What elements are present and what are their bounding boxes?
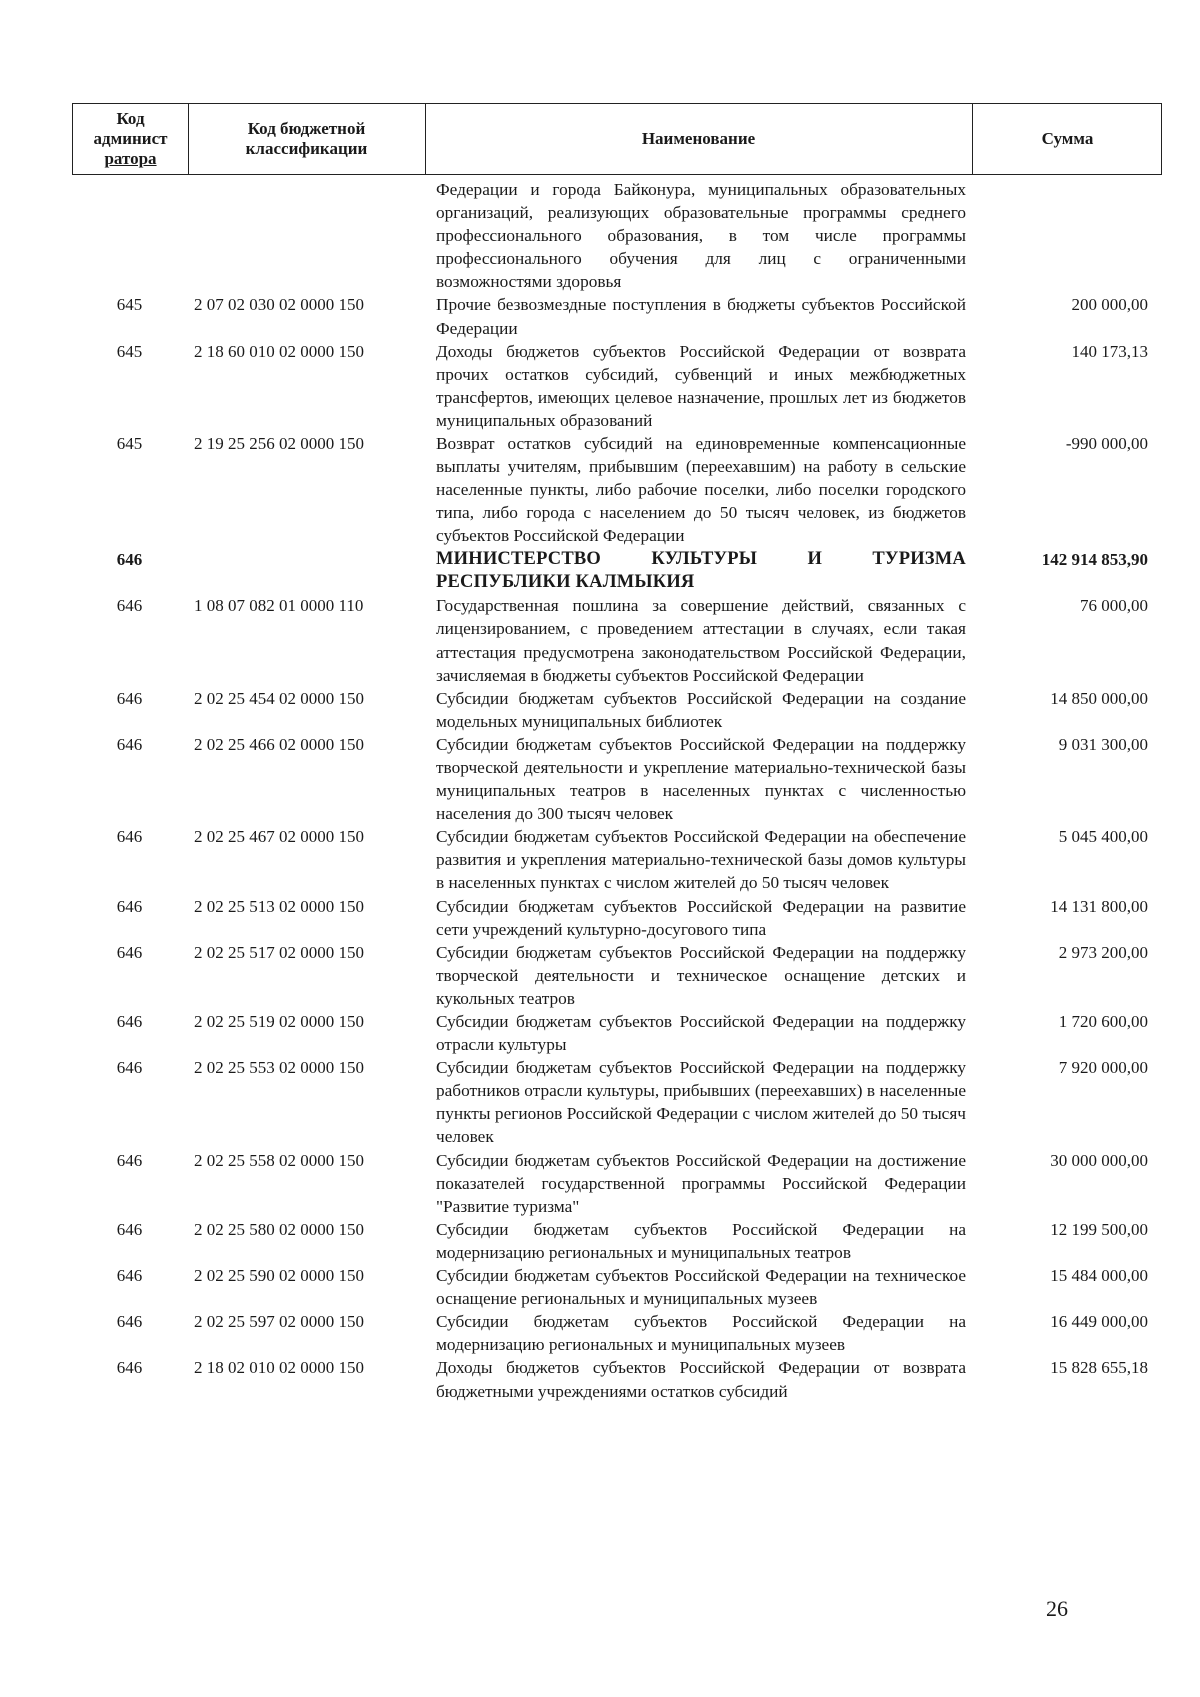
admin-code: 645	[116, 341, 143, 361]
item-name: Субсидии бюджетам субъектов Российской Федерации на развитие сети учреждений культурно-досугового типа	[436, 896, 966, 939]
admin-code: 646	[116, 896, 143, 916]
table-header	[72, 103, 1162, 175]
amount: 15 828 655,18	[1050, 1358, 1148, 1378]
admin-code: 646	[116, 1266, 143, 1286]
header-admin-line: ратора	[104, 149, 157, 168]
header-admin-line: админист	[93, 129, 168, 148]
header-kbk-line: классификации	[245, 139, 368, 158]
amount: -990 000,00	[1065, 434, 1148, 454]
item-name: Возврат остатков субсидий на единовременные компенсационные выплаты учителям, прибывшим (переехавшим) на работу в сельские населенные пункты, либо рабочие поселки, либо поселки городского типа, либо города с населением до 50 тысяч человек, из бюджетов субъектов Российской Федерации	[436, 434, 966, 546]
budget-code: 1 08 07 082 01 0000 110	[194, 596, 364, 616]
table-row	[72, 293, 1162, 339]
admin-code: 646	[116, 827, 143, 847]
item-name: Субсидии бюджетам субъектов Российской Федерации на обеспечение развития и укрепления материально-технической базы домов культуры в населенных пунктах с числом жителей до 50 тысяч человек	[436, 827, 966, 893]
amount: 14 131 800,00	[1050, 896, 1148, 916]
header-sum: Сумма	[1041, 129, 1094, 148]
admin-code: 646	[116, 734, 143, 754]
budget-code: 2 18 02 010 02 0000 150	[194, 1358, 364, 1378]
budget-code: 2 19 25 256 02 0000 150	[194, 434, 364, 454]
admin-code: 646	[116, 1312, 143, 1332]
budget-code: 2 02 25 513 02 0000 150	[194, 896, 364, 916]
table-row	[72, 1264, 1162, 1310]
header-admin-line: Код	[116, 109, 145, 128]
table-row	[72, 941, 1162, 1010]
item-name: Доходы бюджетов субъектов Российской Федерации от возврата прочих остатков субсидий, субвенций и иных межбюджетных трансфертов, имеющих целевое назначение, прошлых лет из бюджетов муниципальных образований	[436, 341, 966, 430]
admin-code: 646	[116, 596, 143, 616]
amount: 76 000,00	[1080, 596, 1148, 616]
item-name: Субсидии бюджетам субъектов Российской Федерации на поддержку творческой деятельности и укрепление материально-технической базы муниципальных театров в населенных пунктах с численностью населения до 300 тысяч человек	[436, 734, 966, 824]
header-budget-code	[188, 104, 425, 174]
table-row	[72, 1056, 1162, 1148]
budget-code: 2 02 25 553 02 0000 150	[194, 1058, 364, 1078]
admin-code: 645	[116, 295, 143, 315]
item-name: Субсидии бюджетам субъектов Российской Федерации на поддержку работников отрасли культуры, прибывших (переехавших) в населенные пункты регионов Российской Федерации с числом жителей до 50 тысяч человек	[436, 1058, 966, 1147]
ministry-total: 142 914 853,90	[1041, 549, 1148, 569]
table-body	[72, 178, 1162, 1403]
table-row	[72, 733, 1162, 825]
amount: 200 000,00	[1071, 295, 1148, 315]
budget-code: 2 02 25 580 02 0000 150	[194, 1219, 364, 1239]
amount: 5 045 400,00	[1058, 827, 1148, 847]
budget-code: 2 02 25 519 02 0000 150	[194, 1012, 364, 1031]
admin-code: 646	[116, 1358, 143, 1378]
amount: 140 173,13	[1071, 341, 1148, 361]
table-row	[72, 1218, 1162, 1264]
amount: 2 973 200,00	[1058, 942, 1148, 962]
amount: 15 484 000,00	[1050, 1266, 1148, 1286]
amount: 1 720 600,00	[1058, 1012, 1148, 1031]
admin-code: 646	[116, 688, 143, 708]
ministry-row	[72, 548, 1162, 595]
budget-code: 2 02 25 467 02 0000 150	[194, 827, 364, 847]
item-name: Субсидии бюджетам субъектов Российской Федерации на модернизацию региональных и муниципальных театров	[436, 1219, 966, 1262]
table-row	[72, 1310, 1162, 1356]
amount: 7 920 000,00	[1058, 1058, 1148, 1078]
table-row	[72, 1010, 1162, 1056]
table-row	[72, 594, 1162, 686]
admin-code: 646	[116, 1150, 143, 1170]
table-row	[72, 1149, 1162, 1218]
item-name: Субсидии бюджетам субъектов Российской Федерации на поддержку творческой деятельности и техническое оснащение детских и кукольных театров	[436, 942, 966, 1008]
header-kbk-line: Код бюджетной	[247, 119, 366, 138]
amount: 30 000 000,00	[1050, 1150, 1148, 1170]
item-name: Субсидии бюджетам субъектов Российской Федерации на достижение показателей государственной программы Российской Федерации "Развитие туризма"	[436, 1150, 966, 1216]
table-row	[72, 825, 1162, 894]
budget-code: 2 02 25 466 02 0000 150	[194, 734, 364, 754]
item-name: Субсидии бюджетам субъектов Российской Федерации на техническое оснащение региональных и муниципальных музеев	[436, 1266, 966, 1309]
item-name: Государственная пошлина за совершение действий, связанных с лицензированием, с проведением аттестации в случаях, если такая аттестация предусмотрена законодательством Российской Федерации, зачисляемая в бюджеты субъектов Российской Федерации	[436, 596, 966, 685]
table-row	[72, 340, 1162, 432]
budget-code: 2 18 60 010 02 0000 150	[194, 341, 364, 361]
budget-code: 2 02 25 590 02 0000 150	[194, 1266, 364, 1286]
admin-code: 646	[116, 1058, 143, 1078]
table-row	[72, 178, 1162, 293]
table-row	[72, 1356, 1162, 1402]
budget-code: 2 02 25 597 02 0000 150	[194, 1312, 364, 1332]
admin-code: 646	[116, 549, 143, 569]
admin-code: 645	[116, 434, 143, 454]
item-name: Субсидии бюджетам субъектов Российской Федерации на поддержку отрасли культуры	[436, 1012, 966, 1055]
admin-code: 646	[116, 1219, 143, 1239]
item-name: Федерации и города Байконура, муниципальных образовательных организаций, реализующих образовательные программы среднего профессионального образования, в том числе программы профессионального обучения для лиц с ограниченными возможностями здоровья	[436, 180, 966, 292]
budget-code: 2 02 25 558 02 0000 150	[194, 1150, 364, 1170]
header-name: Наименование	[641, 129, 756, 148]
table-row	[72, 895, 1162, 941]
item-name: Субсидии бюджетам субъектов Российской Федерации на модернизацию региональных и муниципальных музеев	[436, 1312, 966, 1355]
budget-code: 2 02 25 517 02 0000 150	[194, 942, 364, 962]
table-row	[72, 432, 1162, 547]
page-number: 26	[1046, 1596, 1068, 1621]
ministry-name: МИНИСТЕРСТВО КУЛЬТУРЫ И ТУРИЗМА РЕСПУБЛИКИ КАЛМЫКИЯ	[436, 548, 966, 592]
admin-code: 646	[116, 942, 143, 962]
budget-code: 2 02 25 454 02 0000 150	[194, 688, 364, 708]
amount: 9 031 300,00	[1058, 734, 1148, 754]
item-name: Субсидии бюджетам субъектов Российской Федерации на создание модельных муниципальных библиотек	[436, 688, 966, 731]
amount: 14 850 000,00	[1050, 688, 1148, 708]
amount: 16 449 000,00	[1050, 1312, 1148, 1332]
budget-code: 2 07 02 030 02 0000 150	[194, 295, 364, 315]
table-row	[72, 687, 1162, 733]
item-name: Доходы бюджетов субъектов Российской Федерации от возврата бюджетными учреждениями остатков субсидий	[436, 1358, 966, 1401]
admin-code: 646	[116, 1012, 143, 1031]
item-name: Прочие безвозмездные поступления в бюджеты субъектов Российской Федерации	[436, 295, 966, 338]
amount: 12 199 500,00	[1050, 1219, 1148, 1239]
header-admin-code	[73, 104, 188, 174]
